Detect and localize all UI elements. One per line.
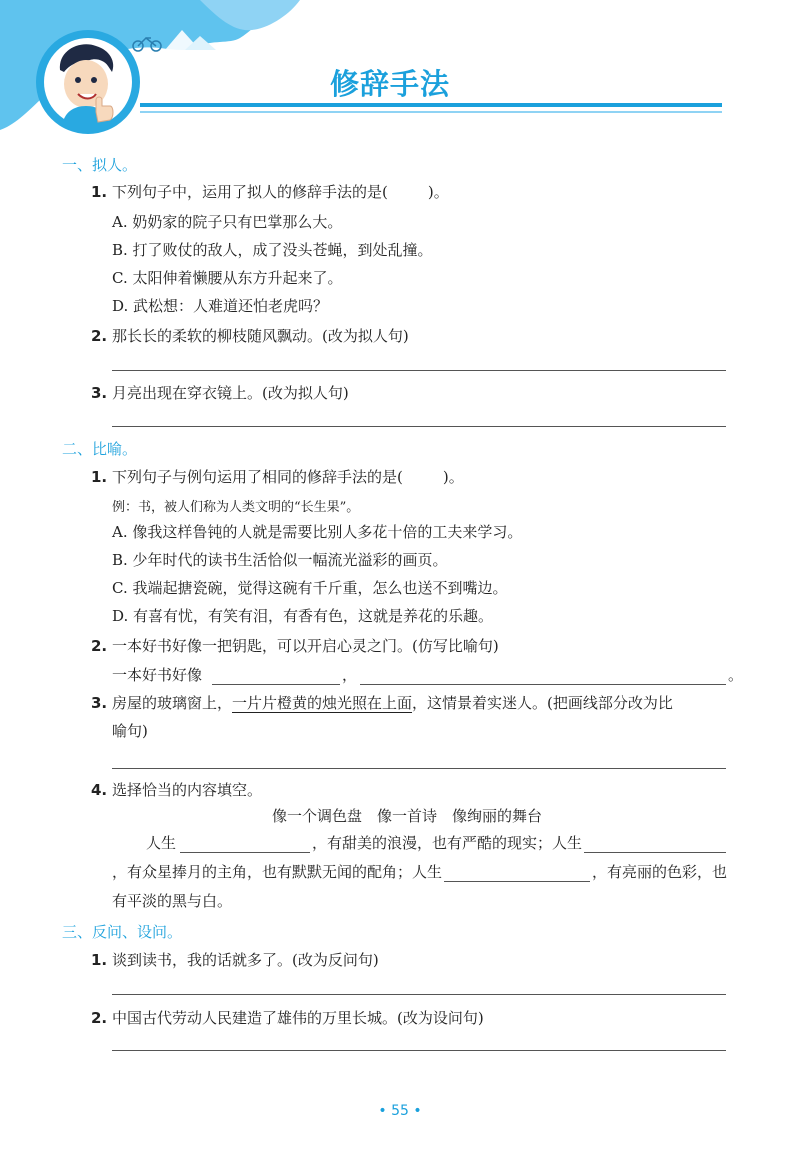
question-stem — [112, 467, 464, 487]
question-number: 1. — [91, 468, 108, 486]
question-stem: 中国古代劳动人民建造了雄伟的万里长城。(改为设问句) — [112, 1009, 484, 1027]
option-d: D. 武松想：人难道还怕老虎吗？ — [112, 297, 329, 315]
question-stem-end: )。 — [442, 468, 464, 486]
example-sentence: 例：书，被人们称为人类文明的“长生果”。 — [112, 500, 360, 515]
paragraph-text: ，有亮丽的色彩，也 — [592, 863, 728, 881]
question-number: 1. — [91, 183, 108, 201]
section-heading-rhetorical-question: 三、反问、设问。 — [62, 923, 183, 941]
question-stem-text: 下列句子与例句运用了相同的修辞手法的是( — [112, 468, 403, 486]
fill-blank[interactable] — [444, 881, 590, 882]
question-stem-text: 房屋的玻璃窗上， — [112, 694, 233, 712]
page-title: 修辞手法 — [330, 67, 451, 101]
option-a: A. 奶奶家的院子只有巴掌那么大。 — [112, 213, 343, 231]
paragraph-text: 人生 — [146, 834, 177, 852]
paragraph-text: ，有甜美的浪漫，也有严酷的现实；人生 — [312, 834, 583, 852]
answer-line[interactable] — [112, 768, 726, 769]
question-number: 1. — [91, 951, 108, 969]
paragraph-text: 有平淡的黑与白。 — [112, 892, 233, 910]
question-number: 2. — [91, 637, 108, 655]
fill-prefix: 一本好书好像 — [112, 666, 203, 684]
question-number: 2. — [91, 327, 108, 345]
question-stem-text: ，这情景着实迷人。(把画线部分改为比 — [412, 694, 673, 712]
question-stem-end: )。 — [427, 183, 449, 201]
fill-blank[interactable] — [180, 852, 310, 853]
question-stem: 谈到读书，我的话就多了。(改为反问句) — [112, 951, 379, 969]
paragraph-text: ，有众星捧月的主角，也有默默无闻的配角；人生 — [112, 863, 443, 881]
option-d: D. 有喜有忧，有笑有泪，有香有色，这就是养花的乐趣。 — [112, 607, 494, 625]
answer-line[interactable] — [112, 1050, 726, 1051]
answer-line[interactable] — [112, 370, 726, 371]
option-c: C. 我端起搪瓷碗，觉得这碗有千斤重，怎么也送不到嘴边。 — [112, 579, 508, 597]
option-b: B. 打了败仗的敌人，成了没头苍蝇，到处乱撞。 — [112, 241, 433, 259]
question-number: 4. — [91, 781, 108, 799]
question-stem: 一本好书好像一把钥匙，可以开启心灵之门。(仿写比喻句) — [112, 637, 499, 655]
question-stem: 那长长的柔软的柳枝随风飘动。(改为拟人句) — [112, 327, 409, 345]
question-number: 2. — [91, 1009, 108, 1027]
option-phrases: 像一个调色盘 像一首诗 像绚丽的舞台 — [272, 807, 543, 825]
question-number: 3. — [91, 384, 108, 402]
question-stem: 月亮出现在穿衣镜上。(改为拟人句) — [112, 384, 349, 402]
question-stem — [112, 693, 673, 713]
option-b: B. 少年时代的读书生活恰似一幅流光溢彩的画页。 — [112, 551, 448, 569]
underlined-phrase: 一片片橙黄的烛光照在上面 — [232, 694, 413, 712]
question-stem — [112, 182, 449, 202]
page-number: • 55 • — [378, 1103, 422, 1119]
fill-blank[interactable] — [584, 852, 726, 853]
question-number: 3. — [91, 694, 108, 712]
section-heading-metaphor: 二、比喻。 — [62, 440, 138, 458]
question-stem-text: 下列句子中，运用了拟人的修辞手法的是( — [112, 183, 388, 201]
option-c: C. 太阳伸着懒腰从东方升起来了。 — [112, 269, 343, 287]
fill-blank[interactable] — [360, 684, 726, 685]
fill-period: 。 — [728, 666, 744, 684]
fill-comma: ， — [342, 666, 358, 684]
answer-line[interactable] — [112, 994, 726, 995]
option-a: A. 像我这样鲁钝的人就是需要比别人多花十倍的工夫来学习。 — [112, 523, 523, 541]
section-heading-personification: 一、拟人。 — [62, 156, 138, 174]
question-stem-cont: 喻句) — [112, 722, 148, 740]
fill-blank[interactable] — [212, 684, 340, 685]
question-stem: 选择恰当的内容填空。 — [112, 781, 263, 799]
answer-line[interactable] — [112, 426, 726, 427]
